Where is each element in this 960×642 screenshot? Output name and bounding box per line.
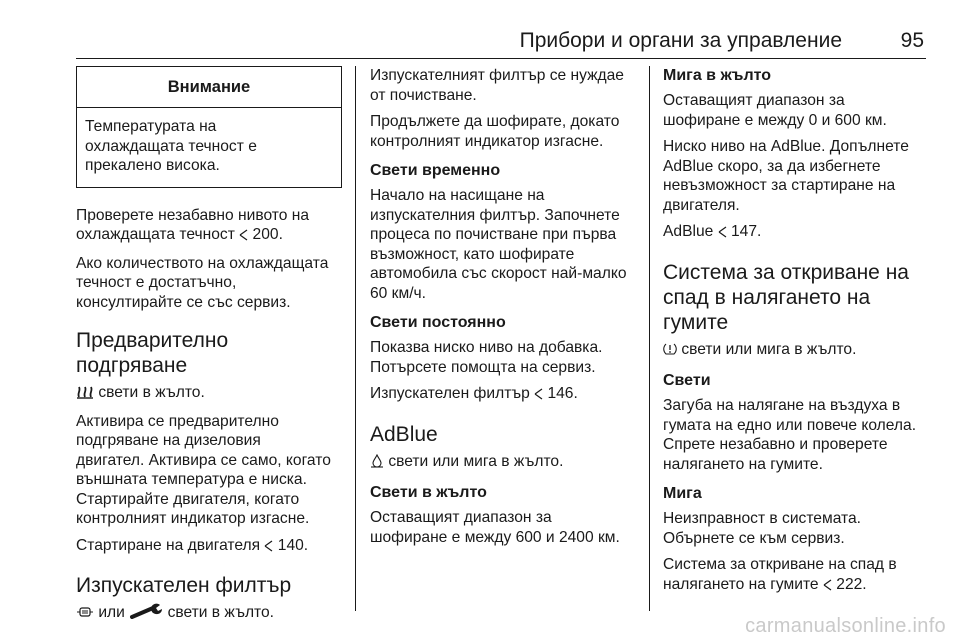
section-heading-exhaust-filter: Изпускателен филтър	[76, 574, 292, 597]
text-line: свети или мига в жълто.	[388, 452, 564, 470]
heading-line: Система за откриване на	[663, 260, 909, 284]
text-line: Продължете да шофирате, докато	[370, 113, 620, 130]
page-ref[interactable]: 200.	[248, 226, 283, 243]
warning-title: Внимание	[77, 67, 341, 108]
coolant-check-paragraph	[76, 206, 342, 247]
heading-line: гумите	[663, 310, 729, 334]
text-line: консултирайте се със сервиз.	[76, 293, 291, 311]
text-line: Начало на насищане на	[370, 187, 545, 204]
heading-line: подгряване	[76, 354, 188, 377]
text-line: AdBlue скоро, за да избегнете	[663, 157, 881, 175]
page-title: Прибори и органи за управление	[519, 29, 842, 52]
watermark: carmanualsonline.info	[745, 615, 946, 637]
text-line: Ако количеството на охлаждащата	[76, 254, 329, 272]
column-divider-1	[355, 66, 356, 611]
range-600-2400-paragraph	[370, 508, 636, 547]
text-line: свети в жълто.	[98, 384, 205, 401]
section-heading-tpms	[663, 260, 929, 335]
page-ref[interactable]: 140.	[273, 536, 309, 554]
page-ref-icon	[239, 227, 248, 247]
exhaust-filter-ref-paragraph	[370, 384, 636, 406]
text-line: налягането на гумите	[663, 575, 819, 593]
text-line: гумата на едно или повече колела.	[663, 416, 917, 434]
text-line: Потърсете помощта на сервиз.	[370, 358, 596, 376]
low-adblue-paragraph	[663, 137, 929, 215]
text-line: шофиране е между 600 и 2400 км.	[370, 528, 620, 546]
warning-line: охлаждащата течност е	[85, 137, 257, 155]
adblue-icon	[370, 454, 384, 474]
header-divider	[76, 58, 926, 59]
adblue-status-paragraph	[370, 452, 636, 474]
exhaust-filter-status-paragraph	[76, 603, 342, 625]
heading-line: Предварително	[76, 329, 229, 352]
text-line: охлаждащата течност	[76, 226, 235, 243]
continue-driving-paragraph	[370, 112, 636, 151]
subheading-lit-yellow: Свети в жълто	[370, 484, 487, 501]
text-line: контролният индикатор изгасне.	[76, 510, 310, 527]
warning-text	[77, 108, 341, 187]
engine-start-ref-paragraph	[76, 536, 342, 558]
tpms-status-paragraph	[663, 340, 929, 362]
text-line: Стартирайте двигателя, когато	[76, 490, 300, 508]
exhaust-filter-icon	[76, 605, 94, 625]
section-heading-preheat	[76, 328, 342, 378]
subheading-lit-permanently: Свети постоянно	[370, 314, 506, 331]
text-line: Изпускателният филтър се нуждае	[370, 67, 624, 84]
text-line: Проверете незабавно нивото на	[76, 206, 310, 224]
text-line: възможност, като шофирате	[370, 245, 575, 263]
saturation-paragraph	[370, 186, 636, 303]
page-header	[0, 26, 960, 56]
page-ref-icon	[534, 386, 543, 406]
text-line: изпускателния филтър. Започнете	[370, 206, 620, 224]
coolant-sufficient-paragraph	[76, 254, 342, 313]
tire-pressure-icon	[663, 342, 677, 362]
text-line: Изпускателен филтър	[370, 385, 530, 402]
column-divider-2	[649, 66, 650, 611]
text-line: двигател. Активира се само, когато	[76, 451, 331, 469]
page-ref[interactable]: 222.	[831, 575, 867, 593]
page-ref-icon	[718, 224, 727, 244]
warning-line: Температурата на	[85, 118, 217, 135]
subheading-lit: Свети	[663, 372, 711, 389]
filter-cleaning-paragraph	[370, 66, 636, 105]
heading-line: спад в налягането на	[663, 285, 871, 309]
text-line: Оставащият диапазон за	[663, 92, 845, 109]
text-line: свети в жълто.	[167, 604, 275, 621]
text-line: подгряване на дизеловия	[76, 432, 261, 449]
page-ref-icon	[823, 577, 832, 597]
text-line: 60 км/ч.	[370, 284, 427, 302]
text-line: шофиране е между 0 и 600 км.	[663, 111, 887, 129]
tpms-ref-paragraph	[663, 555, 929, 596]
page-ref[interactable]: 147.	[726, 223, 762, 240]
system-fault-paragraph	[663, 509, 929, 548]
low-additive-paragraph	[370, 338, 636, 377]
section-heading-adblue: AdBlue	[370, 422, 438, 446]
warning-line: прекалено висока.	[85, 157, 220, 174]
text-line: Оставащият диапазон за	[370, 509, 552, 526]
text-line: течност е достатъчно,	[76, 274, 237, 291]
column-1	[76, 66, 342, 632]
text-line: Активира се предварително	[76, 412, 279, 430]
text-line: двигателя.	[663, 196, 740, 214]
text-line: Неизправност в системата.	[663, 510, 862, 527]
text-line: Ниско ниво на AdBlue. Допълнете	[663, 138, 909, 155]
wrench-icon	[129, 603, 163, 625]
text-line: външната температура е ниска.	[76, 471, 307, 488]
text-line: Загуба на налягане на въздуха в	[663, 397, 901, 414]
page-ref[interactable]: 146.	[543, 385, 578, 402]
warning-box	[76, 66, 342, 188]
range-0-600-paragraph	[663, 91, 929, 130]
adblue-ref-paragraph	[663, 222, 929, 244]
text-line: AdBlue	[663, 223, 714, 240]
text-line: контролният индикатор изгасне.	[370, 132, 604, 150]
text-line: Обърнете се към сервиз.	[663, 529, 845, 547]
text-line: от почистване.	[370, 86, 477, 104]
subheading-blinks: Мига	[663, 485, 702, 502]
text-line: налягането на гумите.	[663, 455, 823, 473]
column-3	[663, 66, 929, 603]
text-line: Спрете незабавно и проверете	[663, 436, 888, 453]
text-line: невъзможност за стартиране на	[663, 177, 896, 194]
text-line: свети или мига в жълто.	[681, 340, 857, 358]
subheading-lit-temporarily: Свети временно	[370, 162, 501, 179]
glow-plug-icon	[76, 385, 94, 405]
preheat-description-paragraph	[76, 412, 342, 529]
text-line: автомобила със скорост най-малко	[370, 265, 627, 282]
page-number: 95	[900, 29, 924, 52]
text-line: Показва ниско ниво на добавка.	[370, 339, 603, 356]
text-line: или	[98, 604, 125, 621]
pressure-loss-paragraph	[663, 396, 929, 474]
text-line: Стартиране на двигателя	[76, 536, 261, 554]
text-line: процеса по почистване при първа	[370, 226, 617, 243]
subheading-blinks-yellow: Мига в жълто	[663, 67, 772, 84]
preheat-status-paragraph	[76, 383, 342, 405]
text-line: Система за откриване на спад в	[663, 556, 897, 573]
column-2	[370, 66, 636, 554]
